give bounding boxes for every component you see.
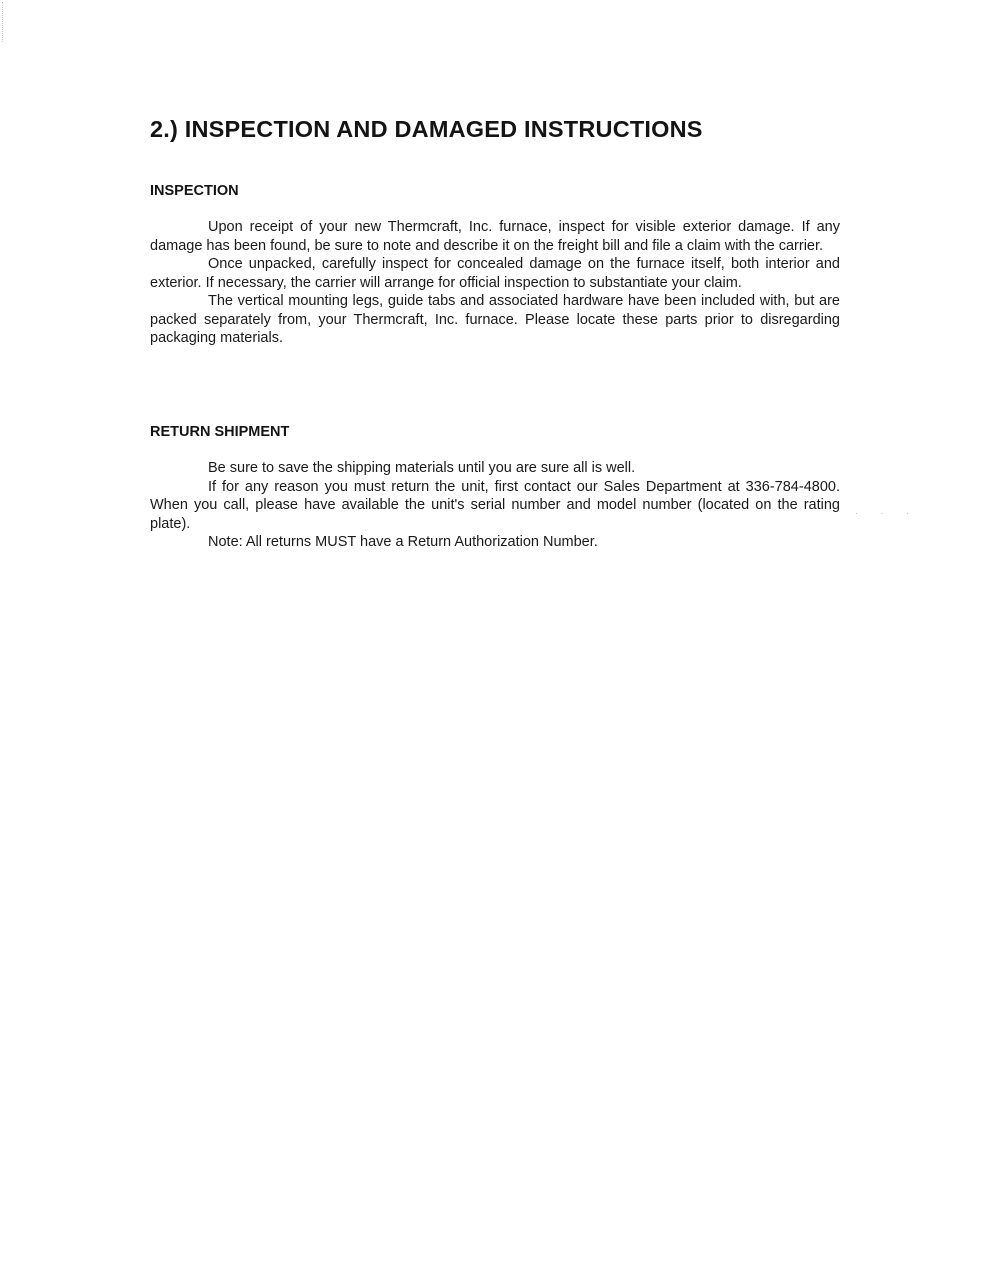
page-title: 2.) INSPECTION AND DAMAGED INSTRUCTIONS <box>150 116 703 142</box>
paragraph-return-2: If for any reason you must return the unit, first contact our Sales Department at 336-784-4800. When you call, please have available the unit's serial number and model number (located on the rating plate). <box>150 478 840 532</box>
scan-specks: · · · <box>855 508 919 518</box>
scan-margin-mark <box>2 2 5 42</box>
section-heading-inspection: INSPECTION <box>150 183 239 199</box>
paragraph-return-3: Note: All returns MUST have a Return Authorization Number. <box>208 534 598 550</box>
paragraph-return-1: Be sure to save the shipping materials until you are sure all is well. <box>208 460 636 476</box>
paragraph-inspection-2: Once unpacked, carefully inspect for concealed damage on the furnace itself, both interior and exterior. If necessary, the carrier will arrange for official inspection to substantiate your claim. <box>150 256 840 291</box>
paragraph-inspection-1: Upon receipt of your new Thermcraft, Inc. furnace, inspect for visible exterior damage. If any damage has been found, be sure to note and describe it on the freight bill and file a claim with the carrier. <box>150 219 840 254</box>
section-return-shipment <box>150 424 840 552</box>
section-heading-return-shipment: RETURN SHIPMENT <box>150 424 290 440</box>
paragraph-inspection-3: The vertical mounting legs, guide tabs and associated hardware have been included with, but are packed separately from, your Thermcraft, Inc. furnace. Please locate these parts prior to disregarding packaging materials. <box>150 293 840 346</box>
section-inspection <box>150 183 840 348</box>
